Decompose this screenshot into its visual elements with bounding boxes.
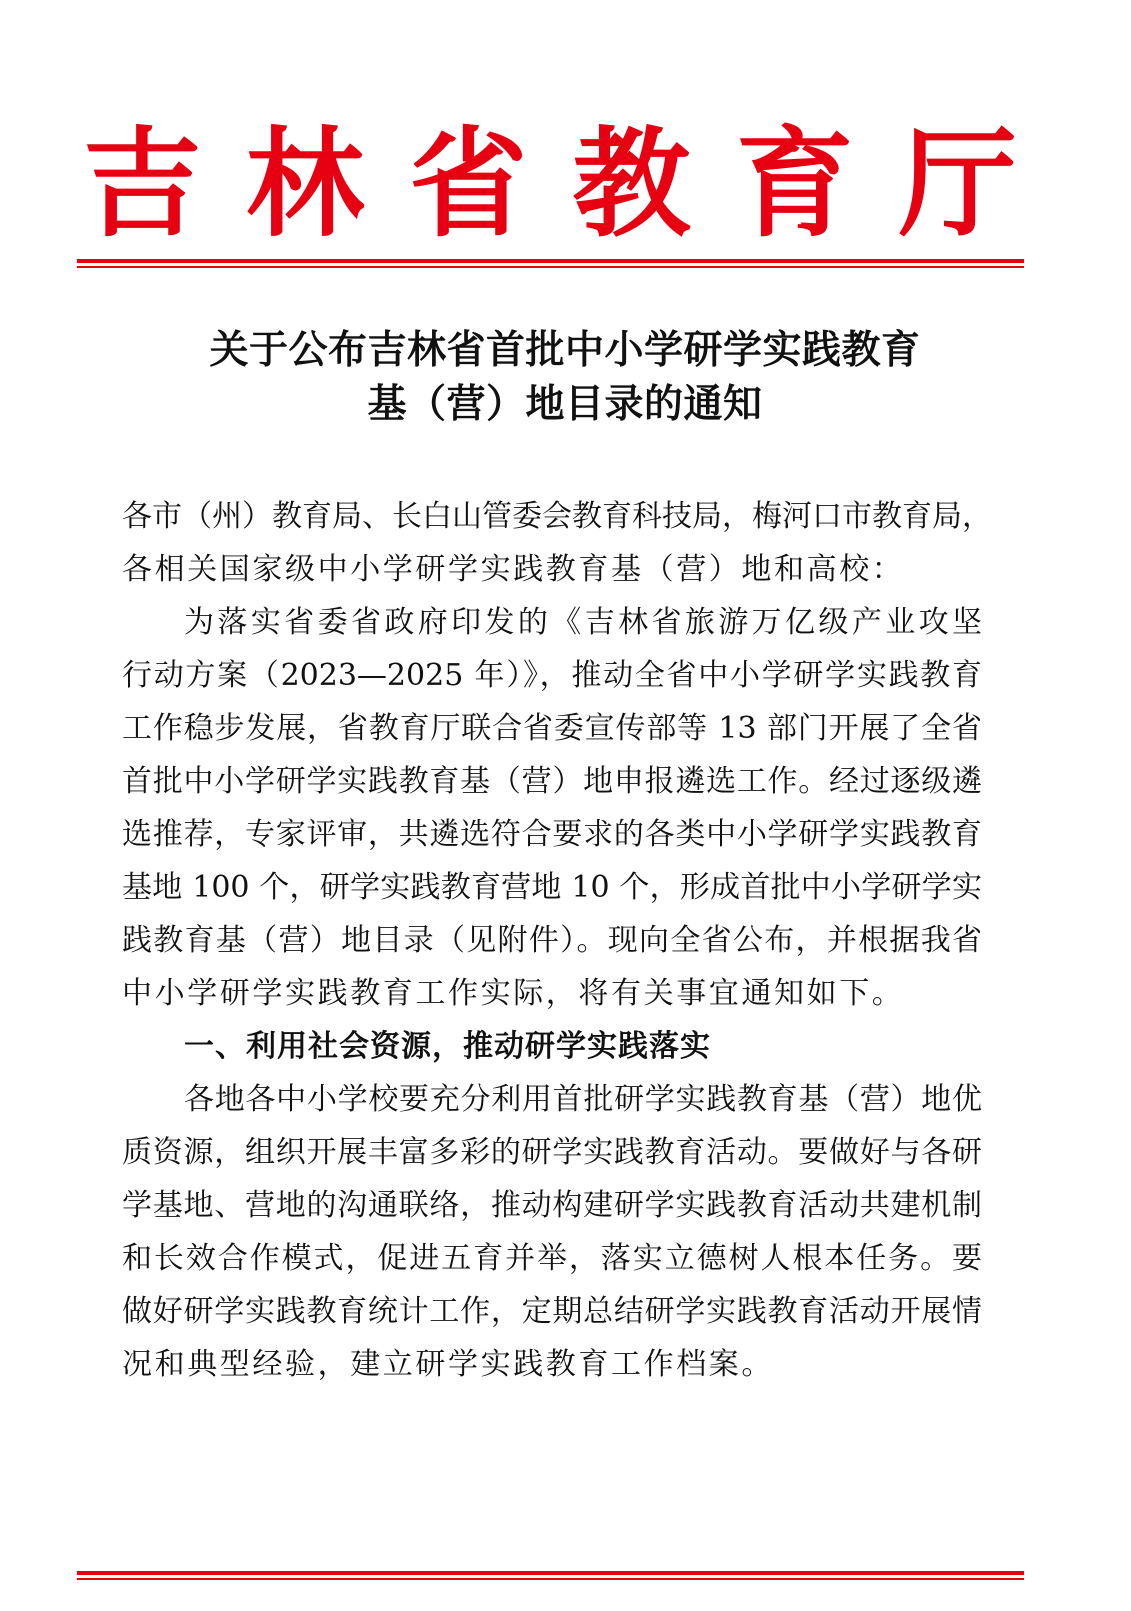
masthead-char: 吉 bbox=[82, 114, 201, 253]
footer-red-rule bbox=[77, 1571, 1024, 1580]
masthead-char: 教 bbox=[572, 114, 691, 253]
masthead-char: 育 bbox=[735, 114, 854, 253]
masthead-red-rule bbox=[77, 259, 1024, 268]
document-title-line-2: 基（营）地目录的通知 bbox=[367, 382, 763, 427]
paragraph-line: 质资源，组织开展丰富多彩的研学实践教育活动。要做好与各研 bbox=[122, 1135, 982, 1170]
paragraph-line: 学基地、营地的沟通联络，推动构建研学实践教育活动共建机制 bbox=[122, 1188, 982, 1223]
paragraph-line: 各地各中小学校要充分利用首批研学实践教育基（营）地优 bbox=[184, 1082, 982, 1117]
document-body bbox=[122, 490, 992, 1391]
paragraph-line: 基地 100 个，研学实践教育营地 10 个，形成首批中小学研学实 bbox=[122, 870, 982, 905]
paragraph-line: 践教育基（营）地目录（见附件）。现向全省公布，并根据我省 bbox=[122, 923, 982, 958]
paragraph-line: 首批中小学研学实践教育基（营）地申报遴选工作。经过逐级遴 bbox=[122, 764, 982, 799]
paragraph-line: 为落实省委省政府印发的《吉林省旅游万亿级产业攻坚 bbox=[184, 605, 982, 640]
paragraph-line: 况和典型经验，建立研学实践教育工作档案。 bbox=[122, 1347, 774, 1382]
masthead-title bbox=[76, 114, 1024, 253]
paragraph-line: 工作稳步发展，省教育厅联合省委宣传部等 13 部门开展了全省 bbox=[122, 711, 982, 746]
masthead-char: 林 bbox=[246, 114, 365, 253]
red-rule-thick bbox=[77, 259, 1024, 263]
red-rule-thin bbox=[77, 1578, 1024, 1580]
paragraph-line: 和长效合作模式，促进五育并举，落实立德树人根本任务。要 bbox=[122, 1241, 982, 1276]
paragraph-line: 选推荐，专家评审，共遴选符合要求的各类中小学研学实践教育 bbox=[122, 817, 982, 852]
addressee-line: 各市（州）教育局、长白山管委会教育科技局，梅河口市教育局， bbox=[122, 499, 992, 534]
masthead-char: 省 bbox=[409, 114, 528, 253]
addressee-line: 各相关国家级中小学研学实践教育基（营）地和高校： bbox=[122, 552, 905, 587]
paragraph-line: 中小学研学实践教育工作实际，将有关事宜通知如下。 bbox=[122, 976, 905, 1011]
paragraph-line: 行动方案（2023—2025 年）》，推动全省中小学研学实践教育 bbox=[122, 658, 982, 693]
paragraph-line: 做好研学实践教育统计工作，定期总结研学实践教育活动开展情 bbox=[122, 1294, 982, 1329]
section-heading: 一、利用社会资源，推动研学实践落实 bbox=[184, 1029, 711, 1064]
masthead-char: 厅 bbox=[898, 114, 1017, 253]
document-title-line-1: 关于公布吉林省首批中小学研学实践教育 bbox=[209, 328, 921, 373]
red-rule-thin bbox=[77, 266, 1024, 268]
red-rule-thick bbox=[77, 1571, 1024, 1575]
